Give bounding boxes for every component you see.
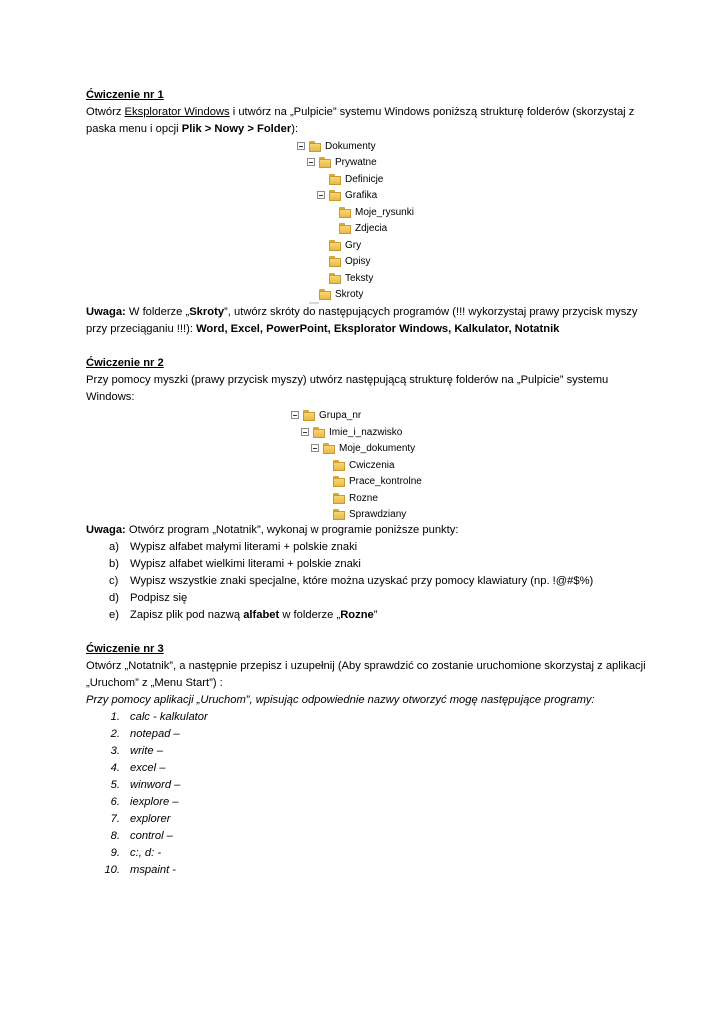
exercise-3-heading: Ćwiczenie nr 3 <box>86 643 164 655</box>
collapse-icon <box>311 444 319 452</box>
list-item: 4. excel – <box>110 762 166 774</box>
collapse-icon <box>291 411 299 419</box>
exercise-3-intro: Otwórz „Notatnik”, a następnie przepisz i uzupełnij (Aby sprawdzić co zostanie uruchomione skorzystaj z aplikacji „Uruchom” z „Menu Start”) : <box>86 660 646 689</box>
tree-node: Imie_i_nazwisko <box>301 424 402 440</box>
tree-node: Moje_dokumenty <box>311 440 415 456</box>
exercise-2-note: Uwaga: Otwórz program „Notatnik”, wykonaj w programie poniższe punkty: <box>86 524 459 536</box>
collapse-icon <box>317 191 325 199</box>
document-page <box>86 87 646 879</box>
list-item: 6. iexplore – <box>110 796 179 808</box>
tree-node: Prywatne <box>307 154 377 170</box>
folder-icon <box>329 255 341 267</box>
list-item: 9. c:, d: - <box>110 847 162 859</box>
tree-node: Definicje <box>317 171 383 187</box>
list-item: c) Wypisz wszystkie znaki specjalne, które można uzyskać przy pomocy klawiatury (np. !@#$%) <box>109 575 594 587</box>
collapse-icon <box>307 158 315 166</box>
list-item: d) Podpisz się <box>109 592 188 604</box>
folder-icon <box>333 492 345 504</box>
folder-icon <box>339 206 351 218</box>
tree-node: Gry <box>317 237 361 253</box>
list-item: 3. write – <box>110 745 163 757</box>
folder-icon <box>319 288 331 300</box>
tree-node: Rozne <box>321 490 378 506</box>
folder-tree-1 <box>86 138 646 304</box>
folder-tree-2 <box>86 406 646 522</box>
folder-icon <box>329 272 341 284</box>
folder-icon <box>309 140 321 152</box>
folder-icon <box>329 239 341 251</box>
tree-node: Cwiczenia <box>321 457 395 473</box>
folder-icon <box>329 189 341 201</box>
exercise-2-heading: Ćwiczenie nr 2 <box>86 357 164 369</box>
folder-icon <box>333 475 345 487</box>
list-item: b) Wypisz alfabet wielkimi literami + polskie znaki <box>109 558 361 570</box>
tree-node: Grafika <box>317 187 377 203</box>
folder-icon <box>329 173 341 185</box>
list-item: e) Zapisz plik pod nazwą alfabet w folderze „Rozne” <box>109 609 378 621</box>
folder-icon <box>319 156 331 168</box>
folder-icon <box>333 459 345 471</box>
collapse-icon <box>297 142 305 150</box>
list-item: 2. notepad – <box>110 728 180 740</box>
exercise-1-heading: Ćwiczenie nr 1 <box>86 89 164 101</box>
folder-icon <box>333 508 345 520</box>
explorer-link: Eksplorator Windows <box>124 106 230 118</box>
list-item: a) Wypisz alfabet małymi literami + polskie znaki <box>109 541 358 553</box>
tree-node: Dokumenty <box>297 138 376 154</box>
tree-node: Moje_rysunki <box>327 204 414 220</box>
list-item: 7. explorer <box>110 813 171 825</box>
folder-icon <box>313 426 325 438</box>
cropped-node <box>309 302 319 304</box>
tree-node: Sprawdziany <box>321 506 406 522</box>
tree-node: Opisy <box>317 253 371 269</box>
list-item: 10. mspaint - <box>104 864 177 876</box>
run-commands-list <box>86 709 646 879</box>
tree-node: Teksty <box>317 270 373 286</box>
tree-node: Zdjecia <box>327 220 387 236</box>
collapse-icon <box>301 428 309 436</box>
list-item: 8. control – <box>110 830 173 842</box>
exercise-2-intro: Przy pomocy myszki (prawy przycisk myszy) utwórz następującą strukturę folderów na „Pulpicie” systemu Windows: <box>86 374 609 403</box>
list-item: 1. calc - kalkulator <box>110 711 208 723</box>
tree-node: Skroty <box>307 286 363 302</box>
exercise-1-note: Uwaga: W folderze „Skroty”, utwórz skróty do następujących programów (!!! wykorzystaj prawy przycisk myszy przy przeciąganiu !!!): Word, Excel, PowerPoint, Eksplorator Windows, Kalkulator, Notatnik <box>86 306 638 335</box>
list-item: 5. winword – <box>110 779 181 791</box>
exercise-1-intro: Otwórz Eksplorator Windows i utwórz na „Pulpicie” systemu Windows poniższą strukturę folderów (skorzystaj z paska menu i opcji Plik > Nowy > Folder): <box>86 106 635 135</box>
tree-node: Grupa_nr <box>291 407 361 423</box>
exercise-3-instruction: Przy pomocy aplikacji „Uruchom”, wpisując odpowiednie nazwy otworzyć mogę następujące programy: <box>86 694 595 706</box>
notepad-steps <box>86 539 646 624</box>
folder-icon <box>339 222 351 234</box>
folder-icon <box>323 442 335 454</box>
folder-icon <box>303 409 315 421</box>
tree-node: Prace_kontrolne <box>321 473 422 489</box>
